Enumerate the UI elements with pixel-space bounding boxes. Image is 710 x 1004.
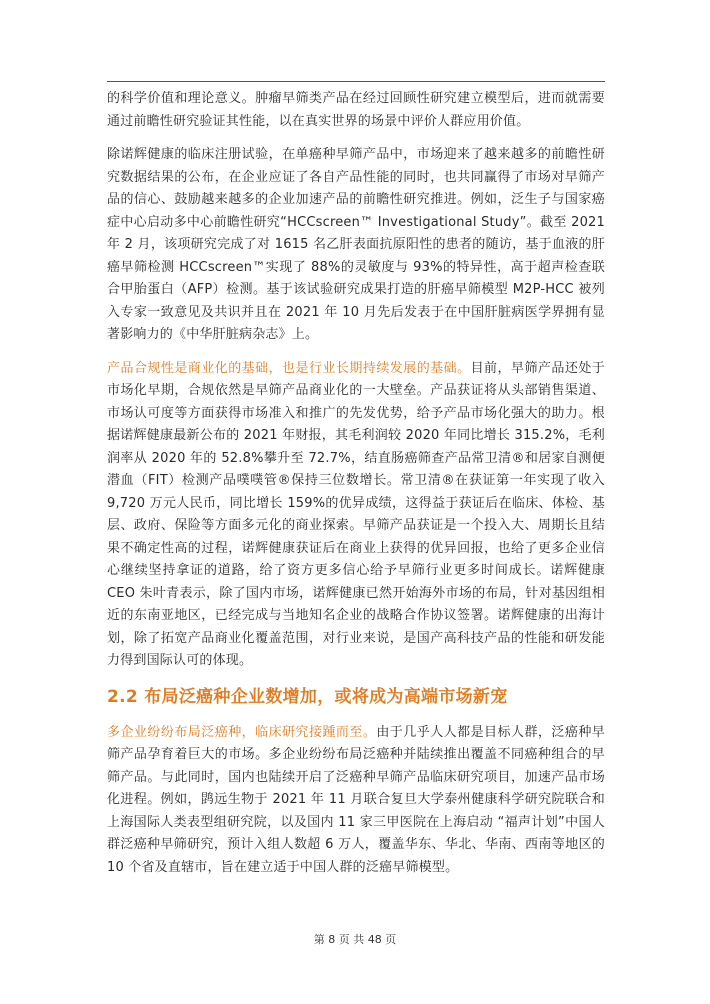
paragraph-4-lead: 多企业纷纷布局泛癌种，临床研究接踵而至。 — [107, 724, 377, 740]
paragraph-3-body: 目前，早筛产品还处于市场化早期，合规依然是早筛产品商业化的一大壁垒。产品获证将从头部销售渠道、市场认可度等方面获得市场准入和推广的先发优势，给予产品市场化强大的助力。根据诺辉健康最新公布的 2021 年财报，其毛利润较 2020 年同比增长 315.2%，毛利润率从 2020 年的 52.8%攀升至 72.7%，结直肠癌筛查产品常卫清®和居家自测便潜血（FIT）检测产品噗噗管®保持三位数增长。常卫清®在获证第一年实现了收入 9,720 万元人民币，同比增长 159%的优异成绩，这得益于获证后在临床、体检、基层、政府、保险等方面多元化的商业探索。早筛产品获证是一个投入大、周期长且结果不确定性高的过程，诺辉健康获证后在商业上获得的优异回报，也给了更多企业信心继续坚持拿证的道路，给了资方更多信心给予早筛行业更多时间成长。诺辉健康 CEO 朱叶青表示，除了国内市场，诺辉健康已然开始海外市场的布局，针对基因组相近的东南亚地区，已经完成与当地知名企业的战略合作协议签署。诺辉健康的出海计划，除了拓宽产品商业化覆盖范围，对行业来说，是国产高科技产品的性能和研发能力得到国际认可的体现。 — [107, 360, 605, 668]
section-heading: 2.2 布局泛癌种企业数增加，或将成为高端市场新宠 — [107, 686, 508, 707]
paragraph-3-lead: 产品合规性是商业化的基础，也是行业长期持续发展的基础。 — [107, 360, 471, 376]
paragraph-1: 的科学价值和理论意义。肿瘤早筛类产品在经过回顾性研究建立模型后，进而就需要通过前瞻性研究验证其性能，以在真实世界的场景中评价人群应用价值。 — [107, 91, 605, 129]
paragraph-4-body: 由于几乎人人都是目标人群，泛癌种早筛产品孕育着巨大的市场。多企业纷纷布局泛癌种并陆续推出覆盖不同癌种组合的早筛产品。与此同时，国内也陆续开启了泛癌种早筛产品临床研究项目，加速产品市场化进程。例如，鹍远生物于 2021 年 11 月联合复旦大学泰州健康科学研究院联合和上海国际人类表型组研究院，以及国内 11 家三甲医院在上海启动 “福声计划”中国人群泛癌种早筛研究，预计入组人数超 6 万人，覆盖华东、华北、华南、西南等地区的 10 个省及直辖市，旨在建立适于中国人群的泛癌早筛模型。 — [107, 724, 605, 875]
paragraph-4 — [107, 722, 605, 880]
page-number: 第 8 页 共 48 页 — [313, 933, 397, 946]
page-body — [107, 88, 605, 890]
paragraph-2: 除诺辉健康的临床注册试验，在单癌种早筛产品中，市场迎来了越来越多的前瞻性研究数据结果的公布，在企业应证了各自产品性能的同时，也共同赢得了市场对早筛产品的信心、鼓励越来越多的企业加速产品的前瞻性研究推进。例如，泛生子与国家癌症中心启动多中心前瞻性研究“HCCscreen™ Investigational Study”。截至 2021 年 2 月，该项研究完成了对 1615 名乙肝表面抗原阳性的患者的随访，基于血液的肝癌早筛检测 HCCscreen™实现了 88%的灵敏度与 93%的特异性，高于超声检查联合甲胎蛋白（AFP）检测。基于该试验研究成果打造的肝癌早筛模型 M2P-HCC 被列入专家一致意见及共识并且在 2021 年 10 月先后发表于在中国肝脏病医学界拥有显著影响力的《中华肝脏病杂志》上。 — [107, 147, 605, 342]
header-rule — [107, 81, 605, 82]
paragraph-3 — [107, 358, 605, 673]
